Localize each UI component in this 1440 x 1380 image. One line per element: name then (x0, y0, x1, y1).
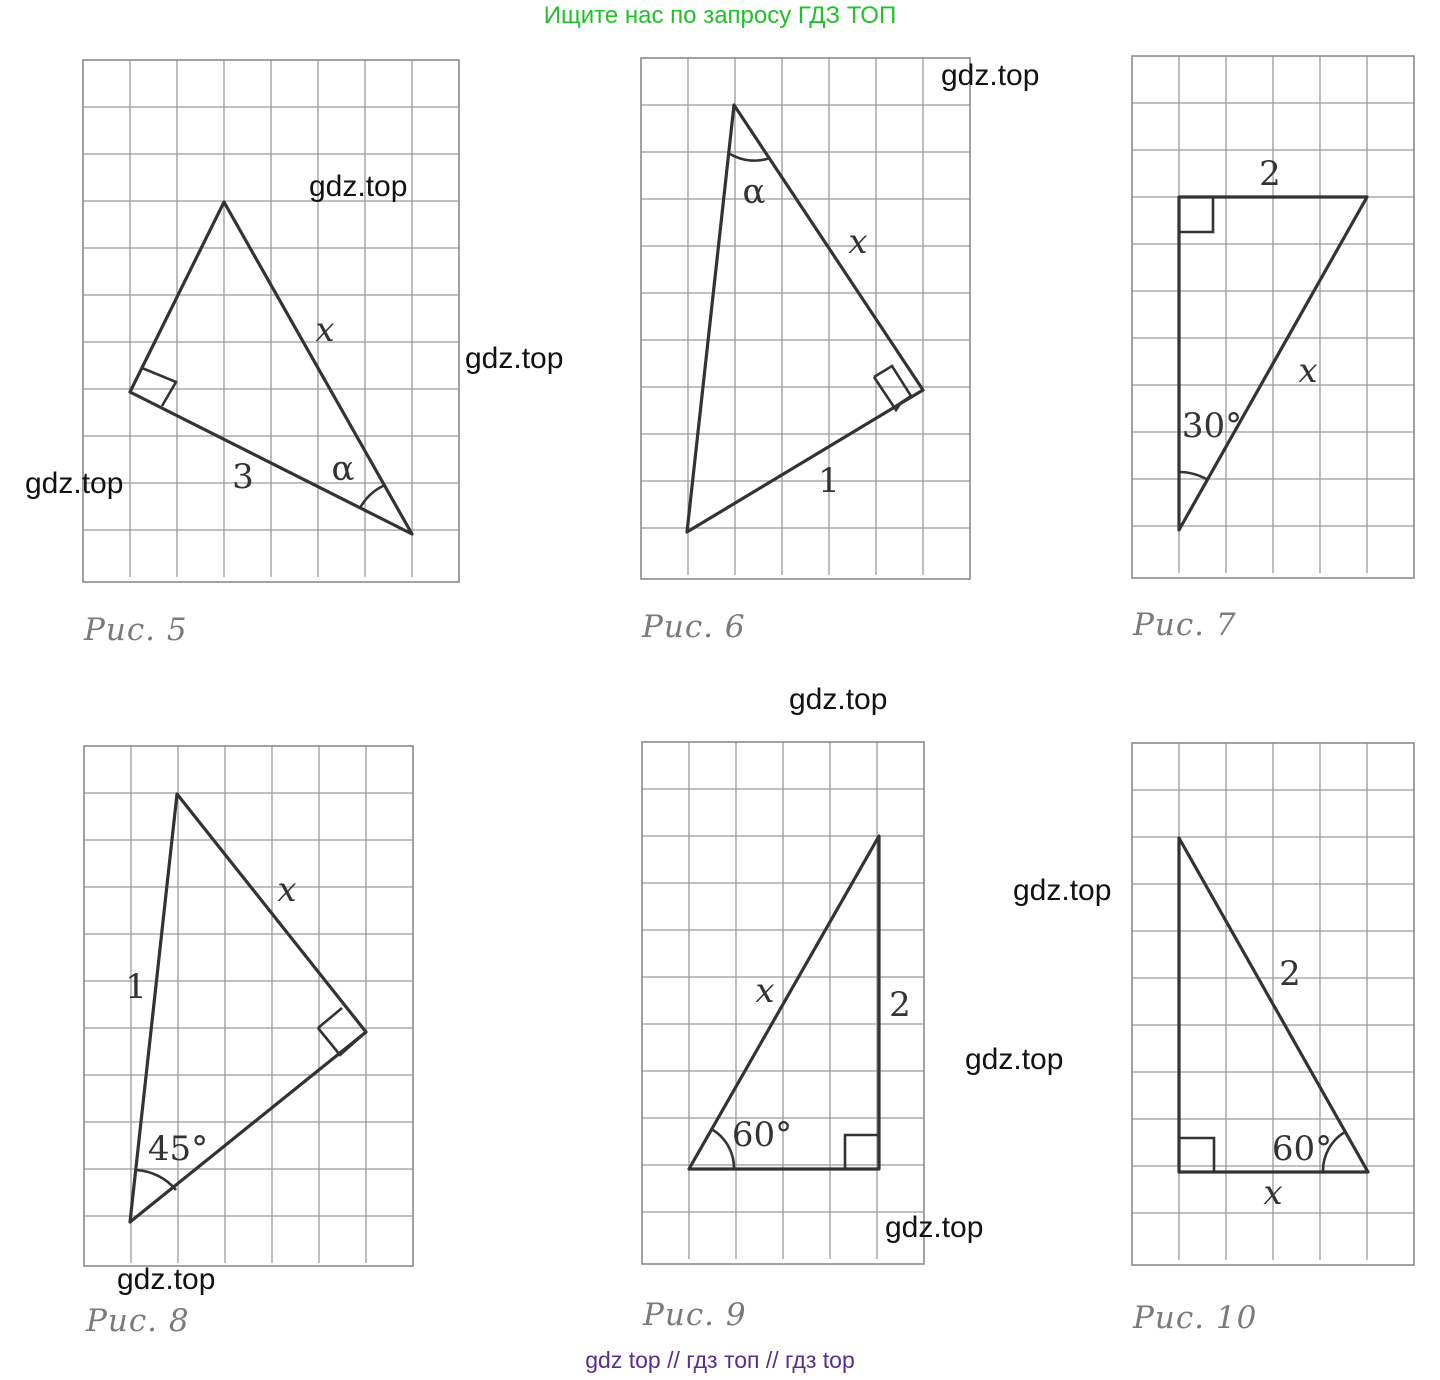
label-1-fig8: 1 (125, 967, 147, 1007)
label-x-fig8: x (277, 870, 297, 910)
bottom-banner[interactable]: gdz top // гдз топ // гдз top (585, 1347, 855, 1373)
right-angle-mark-fig8 (318, 1008, 342, 1028)
grid-fig9 (642, 742, 924, 1259)
right-angle-mark-fig9 (845, 1135, 879, 1169)
label-x-fig5: x (315, 310, 335, 350)
label-60deg-fig9: 60° (731, 1115, 793, 1155)
label-alpha-fig6: α (742, 172, 766, 212)
label-2-fig9: 2 (889, 985, 911, 1025)
watermark-9: gdz.top (117, 1263, 216, 1296)
watermark-7: gdz.top (965, 1043, 1064, 1076)
triangle-fig6 (687, 105, 923, 532)
label-alpha-fig5: α (331, 449, 355, 489)
figure-10 (1132, 743, 1414, 1336)
watermark-4: gdz.top (941, 59, 1040, 92)
figure-6 (641, 58, 970, 645)
figure-5 (83, 60, 459, 648)
caption-fig8: Рис. 8 (86, 1303, 190, 1339)
label-3-fig5: 3 (232, 457, 254, 497)
top-banner[interactable]: Ищите нас по запросу ГДЗ ТОП (543, 2, 897, 29)
right-angle-mark-fig10 (1179, 1138, 1214, 1172)
label-2-fig10: 2 (1279, 954, 1301, 994)
grid-fig7 (1132, 56, 1414, 573)
right-angle-mark-fig7 (1179, 197, 1213, 232)
angle-arc-fig5 (360, 485, 385, 508)
angle-arc-fig8 (136, 1170, 176, 1190)
label-x-fig9: x (755, 971, 775, 1011)
watermark-6: gdz.top (1013, 874, 1112, 907)
figure-8 (84, 746, 413, 1339)
label-x-fig10: x (1263, 1173, 1283, 1213)
figure-7 (1132, 56, 1414, 643)
grid-fig5 (83, 60, 459, 577)
label-x-fig6: x (848, 222, 868, 262)
caption-fig10: Рис. 10 (1133, 1300, 1258, 1336)
label-60deg-fig10: 60° (1271, 1129, 1333, 1169)
label-1-fig6: 1 (818, 461, 840, 501)
label-2-fig7: 2 (1259, 154, 1281, 194)
caption-fig5: Рис. 5 (84, 612, 188, 648)
label-x-fig7: x (1298, 351, 1318, 391)
watermark-1: gdz.top (309, 170, 408, 203)
angle-arc-fig9 (713, 1130, 734, 1169)
figure-9 (642, 742, 924, 1333)
label-30deg-fig7: 30° (1181, 406, 1243, 446)
caption-fig7: Рис. 7 (1133, 607, 1237, 643)
caption-fig9: Рис. 9 (643, 1297, 747, 1333)
watermark-5: gdz.top (789, 683, 888, 716)
watermark-3: gdz.top (25, 467, 124, 500)
watermark-2: gdz.top (465, 342, 564, 375)
label-45deg-fig8: 45° (147, 1129, 209, 1169)
caption-fig6: Рис. 6 (642, 609, 746, 645)
angle-arc-fig6 (730, 154, 770, 161)
watermark-8: gdz.top (885, 1211, 984, 1244)
